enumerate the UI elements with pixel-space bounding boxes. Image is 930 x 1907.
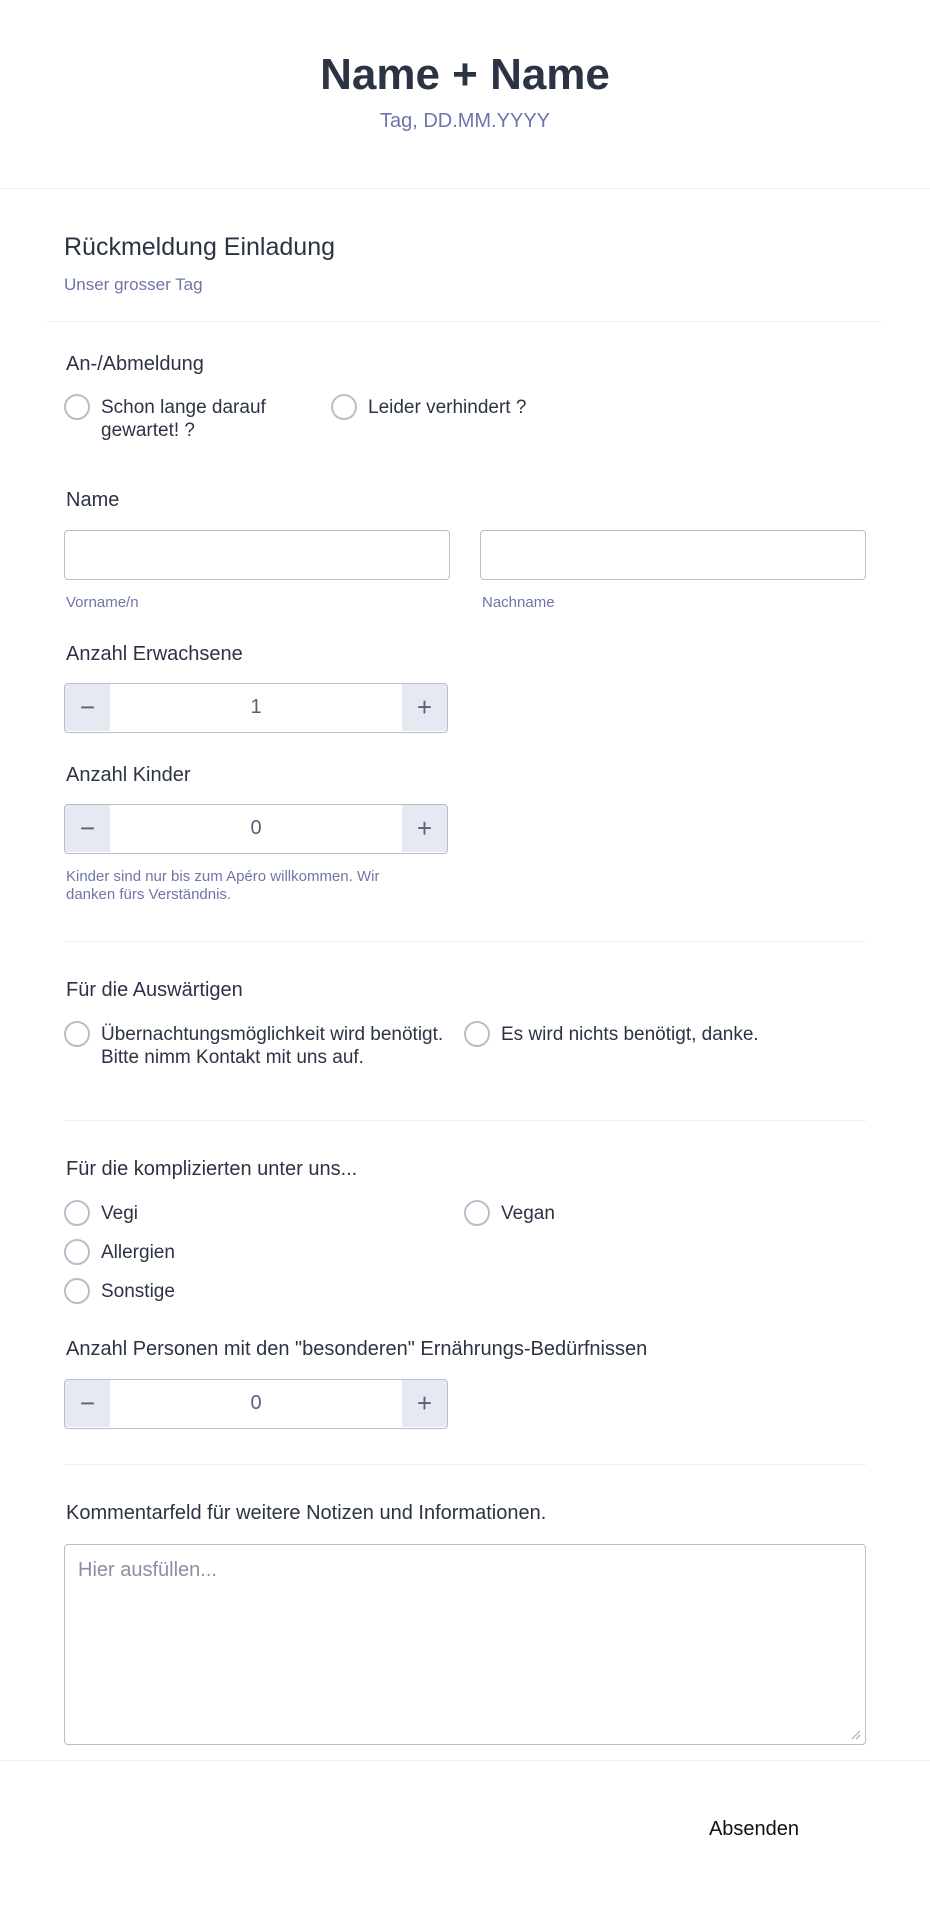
travel-option-none[interactable] (464, 1020, 794, 1050)
diet-option-vegan[interactable] (464, 1199, 664, 1229)
travel-label: Für die Auswärtigen (66, 979, 243, 1001)
diet-option-other[interactable] (64, 1277, 264, 1307)
travel-option-label: Übernachtungsmöglichkeit wird benötigt. Bitte nimm Kontakt mit uns auf. (101, 1024, 444, 1068)
footer-divider (0, 1760, 930, 1761)
header-divider (0, 188, 930, 189)
adults-value[interactable]: 1 (250, 696, 262, 718)
children-value[interactable]: 0 (250, 817, 262, 839)
travel-option-label: Es wird nichts benötigt, danke. (501, 1024, 759, 1045)
diet-option-vegi[interactable] (64, 1199, 264, 1229)
diet-count-increment-button[interactable]: + (402, 1380, 447, 1427)
form-subtitle: Unser grosser Tag (64, 275, 203, 294)
comment-textarea[interactable] (64, 1544, 866, 1745)
attendance-option-no[interactable] (331, 393, 551, 423)
children-stepper[interactable] (64, 804, 448, 854)
first-name-input[interactable] (64, 530, 450, 580)
diet-option-label: Vegi (101, 1203, 138, 1224)
attendance-option-yes[interactable] (64, 393, 294, 443)
diet-count-label: Anzahl Personen mit den "besonderen" Ernährungs-Bedürfnissen (66, 1338, 648, 1360)
radio-button[interactable] (64, 1021, 90, 1047)
adults-stepper[interactable] (64, 683, 448, 733)
form-title: Rückmeldung Einladung (64, 233, 336, 261)
attendance-label: An-/Abmeldung (66, 353, 204, 375)
diet-option-allergies[interactable] (64, 1238, 264, 1268)
comment-label: Kommentarfeld für weitere Notizen und Informationen. (66, 1502, 547, 1524)
children-increment-button[interactable]: + (402, 805, 447, 852)
form-heading-divider (46, 321, 882, 322)
diet-option-label: Allergien (101, 1242, 175, 1263)
last-name-sublabel: Nachname (482, 594, 555, 611)
radio-button[interactable] (64, 1239, 90, 1265)
radio-button[interactable] (64, 1200, 90, 1226)
children-label: Anzahl Kinder (66, 764, 191, 786)
section-divider (64, 1120, 866, 1121)
diet-option-label: Vegan (501, 1203, 555, 1224)
radio-button[interactable] (331, 394, 357, 420)
adults-label: Anzahl Erwachsene (66, 643, 243, 665)
section-divider (64, 1464, 866, 1465)
radio-button[interactable] (64, 1278, 90, 1304)
adults-decrement-button[interactable]: − (65, 684, 110, 731)
event-date: Tag, DD.MM.YYYY (379, 110, 551, 132)
last-name-input[interactable] (480, 530, 866, 580)
travel-option-overnight[interactable] (64, 1020, 464, 1070)
adults-increment-button[interactable]: + (402, 684, 447, 731)
radio-button[interactable] (464, 1021, 490, 1047)
radio-button[interactable] (64, 394, 90, 420)
radio-button[interactable] (464, 1200, 490, 1226)
attendance-option-label: Schon lange darauf gewartet! ? (101, 397, 266, 441)
first-name-sublabel: Vorname/n (66, 594, 139, 611)
submit-button[interactable]: Absenden (708, 1818, 800, 1840)
diet-count-decrement-button[interactable]: − (65, 1380, 110, 1427)
children-help-text: Kinder sind nur bis zum Apéro willkommen. Wir danken fürs Verständnis. (66, 868, 380, 903)
diet-count-value[interactable]: 0 (250, 1392, 262, 1414)
attendance-option-label: Leider verhindert ? (368, 397, 527, 418)
children-decrement-button[interactable]: − (65, 805, 110, 852)
name-label: Name (66, 489, 120, 511)
diet-count-stepper[interactable] (64, 1379, 448, 1429)
resize-grip-icon[interactable] (851, 1730, 861, 1740)
diet-option-label: Sonstige (101, 1281, 175, 1302)
section-divider (64, 941, 866, 942)
comment-placeholder: Hier ausfüllen... (78, 1559, 217, 1581)
diet-label: Für die komplizierten unter uns... (66, 1158, 358, 1180)
page-title: Name + Name (320, 50, 610, 99)
